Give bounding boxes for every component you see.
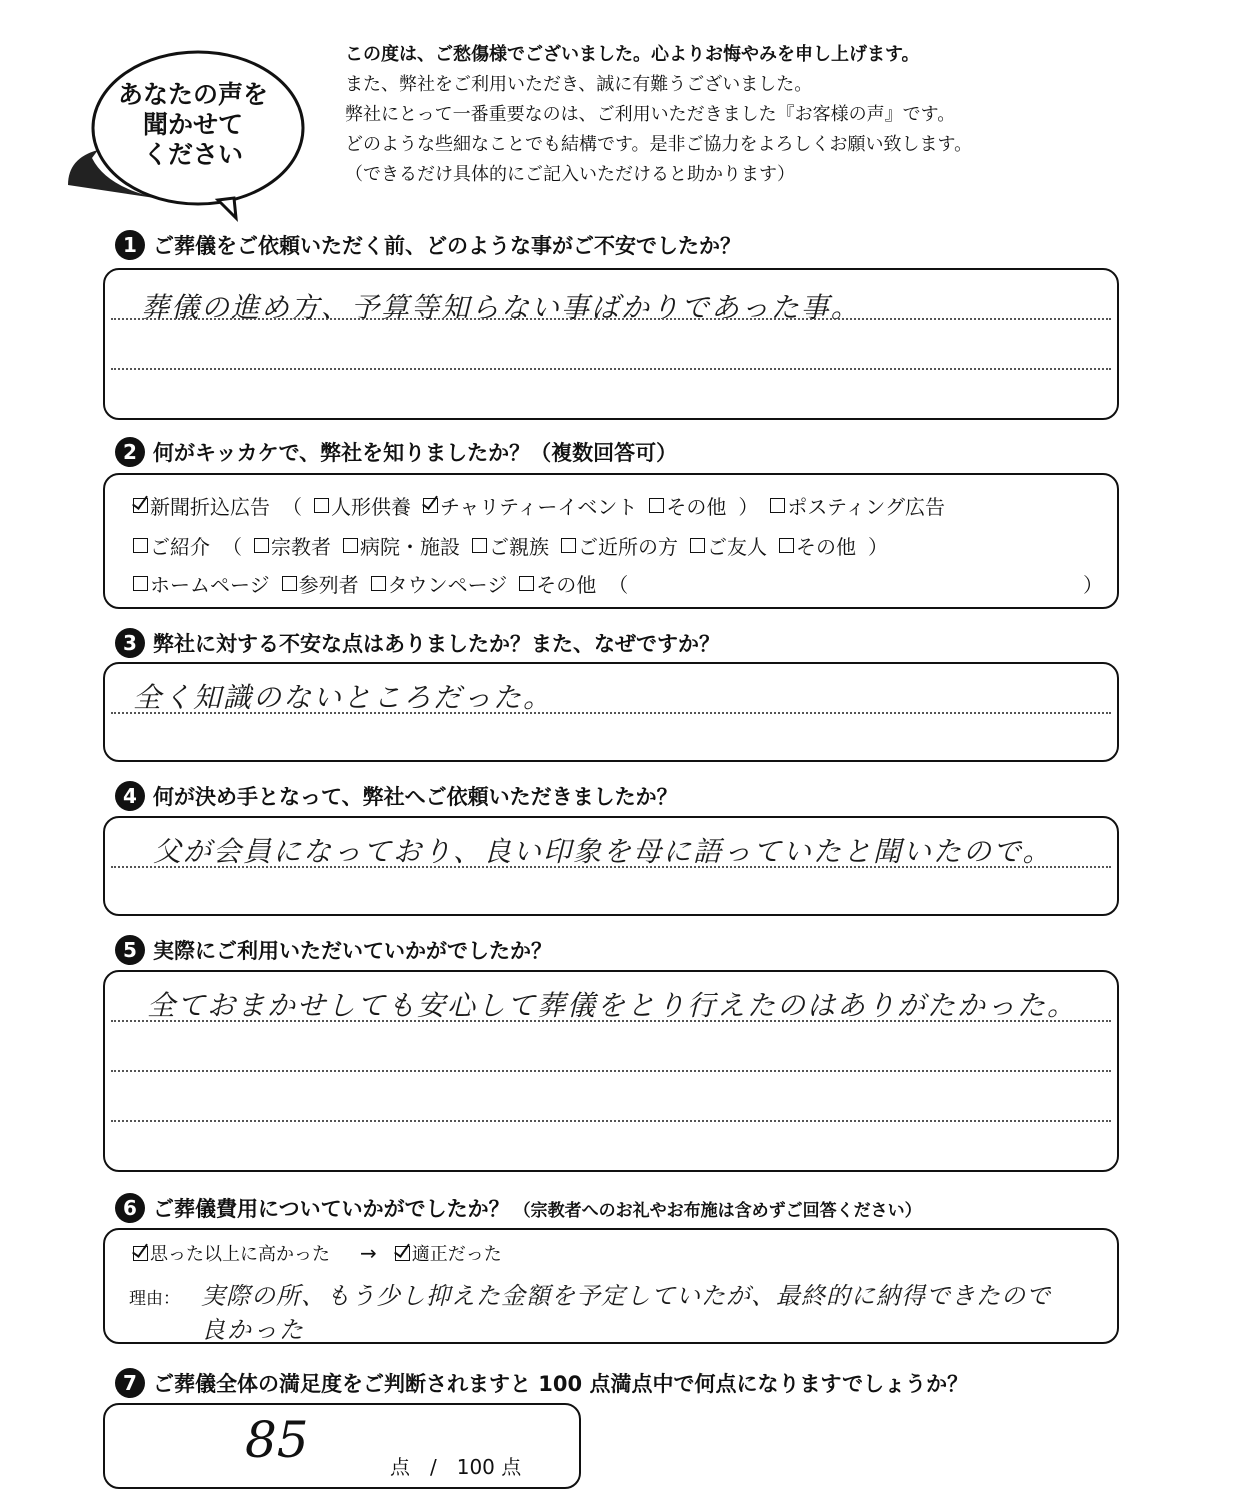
checkbox-icon[interactable] (314, 498, 329, 513)
cost-option-fair[interactable] (395, 1240, 502, 1266)
option-label: その他 (666, 495, 727, 519)
option-checkbox-item[interactable] (343, 531, 460, 560)
reason-text-line-2: 良かった (201, 1316, 305, 1344)
answer-4-text: 父が会員になっており、良い印象を母に語っていたと聞いたので。 (153, 835, 1053, 868)
question-6 (115, 1193, 922, 1223)
bubble-line-1: あなたの声を (117, 80, 268, 109)
question-number-6: 6 (115, 1193, 145, 1223)
option-label: その他 (796, 535, 856, 559)
checkbox-icon[interactable] (519, 576, 534, 591)
checkbox-icon[interactable] (770, 498, 785, 513)
options-row-3 (133, 569, 1093, 598)
question-7 (115, 1368, 968, 1398)
question-6-note: （宗教者へのお礼やお布施は含めずご回答ください） (513, 1200, 922, 1221)
option-checkbox-item[interactable] (519, 569, 596, 598)
checkbox-icon[interactable] (133, 576, 148, 591)
question-4-text: 何が決め手となって、弊社へご依頼いただきましたか？ (153, 785, 678, 809)
option-checkbox-item[interactable] (314, 491, 411, 520)
question-2 (115, 437, 677, 467)
checkbox-icon[interactable] (779, 538, 794, 553)
question-3-text: 弊社に対する不安な点はありましたか？また、なぜですか？ (153, 632, 720, 656)
ruled-line (111, 712, 1111, 714)
checkbox-icon[interactable] (395, 1246, 410, 1261)
checkbox-icon[interactable] (133, 538, 148, 553)
checkbox-icon[interactable] (423, 498, 438, 513)
answer-box-4[interactable] (103, 816, 1119, 916)
arrow-right-icon: → (360, 1241, 377, 1265)
question-4 (115, 781, 678, 811)
answer-box-1[interactable] (103, 268, 1119, 420)
question-number-4: 4 (115, 781, 145, 811)
reason-label: 理由： (129, 1289, 180, 1309)
question-3 (115, 628, 720, 658)
checkbox-icon[interactable] (254, 538, 269, 553)
question-1 (115, 230, 741, 260)
parenthesis: （ (282, 495, 302, 519)
ruled-line (111, 1120, 1111, 1122)
cost-options (133, 1240, 514, 1266)
option-label: ご近所の方 (578, 535, 678, 559)
option-checkbox-item[interactable] (254, 531, 331, 560)
option-checkbox-item[interactable] (779, 531, 856, 560)
parenthesis: （ (222, 535, 242, 559)
question-number-5: 5 (115, 935, 145, 965)
question-1-text: ご葬儀をご依頼いただく前、どのような事がご不安でしたか？ (153, 234, 741, 258)
ruled-line (111, 1070, 1111, 1072)
answer-1-text: 葬儀の進め方、予算等知らない事ばかりであった事。 (141, 291, 861, 324)
option-checkbox-item[interactable] (371, 569, 508, 598)
intro-line-5: （できるだけ具体的にご記入いただけると助かります） (345, 164, 795, 185)
parenthesis: （ (608, 573, 629, 597)
intro-line-4: どのような些細なことでも結構です。是非ご協力をよろしくお願い致します。 (345, 134, 973, 155)
option-label: 人形供養 (331, 495, 411, 519)
option-checkbox-item[interactable] (133, 569, 270, 598)
score-box[interactable] (103, 1403, 581, 1489)
reason-text-line-1: 実際の所、もう少し抑えた金額を予定していたが、最終的に納得できたので (201, 1282, 1051, 1310)
option-label: タウンページ (387, 573, 508, 597)
option-checkbox-item[interactable] (690, 531, 767, 560)
question-7-text: ご葬儀全体の満足度をご判断されますと 100 点満点中で何点になりますでしょうか？ (153, 1372, 969, 1396)
intro-line-2: また、弊社をご利用いただき、誠に有難うございました。 (345, 74, 813, 95)
option-checkbox-item[interactable] (282, 569, 359, 598)
option-label: その他 (536, 573, 597, 597)
parenthesis: ） (868, 535, 888, 559)
option-checkbox-item[interactable] (649, 491, 726, 520)
options-row-3-close: ） (1083, 573, 1103, 597)
checkbox-icon[interactable] (690, 538, 705, 553)
ruled-line (111, 866, 1111, 868)
answer-box-5[interactable] (103, 970, 1119, 1172)
option-checkbox-item[interactable] (133, 491, 270, 520)
intro-text (345, 40, 1225, 190)
question-number-3: 3 (115, 628, 145, 658)
checkbox-icon[interactable] (561, 538, 576, 553)
speech-bubble (58, 40, 308, 230)
score-value: 85 (245, 1411, 309, 1469)
answer-5-text: 全ておまかせしても安心して葬儀をとり行えたのはありがたかった。 (147, 989, 1078, 1022)
bubble-line-2: 聞かせて (142, 110, 243, 139)
option-label: 参列者 (298, 573, 359, 597)
option-label: チャリティーイベント (440, 495, 638, 519)
intro-line-3: 弊社にとって一番重要なのは、ご利用いただきました『お客様の声』です。 (345, 104, 956, 125)
answer-box-3[interactable] (103, 662, 1119, 762)
option-checkbox-item[interactable] (770, 491, 945, 520)
options-row-1 (133, 491, 957, 520)
bubble-line-3: ください (142, 140, 243, 169)
option-label: ご親族 (489, 535, 549, 559)
option-label: ご友人 (707, 535, 767, 559)
checkbox-icon[interactable] (133, 498, 148, 513)
question-number-1: 1 (115, 230, 145, 260)
answer-3-text: 全く知識のないところだった。 (133, 681, 554, 714)
option-label: 病院・施設 (360, 535, 460, 559)
checkbox-icon[interactable] (649, 498, 664, 513)
question-5 (115, 935, 552, 965)
question-2-text: 何がキッカケで、弊社を知りましたか？（複数回答可） (153, 441, 678, 465)
ruled-line (111, 318, 1111, 320)
option-label: 宗教者 (271, 535, 331, 559)
cost-option-expensive[interactable] (133, 1240, 330, 1266)
option-label: ポスティング広告 (787, 495, 946, 519)
options-box-2 (103, 473, 1119, 609)
answer-box-6[interactable] (103, 1228, 1119, 1344)
option-checkbox-item[interactable] (561, 531, 678, 560)
option-label: ホームページ (150, 573, 270, 597)
intro-line-1: この度は、ご愁傷様でございました。心よりお悔やみを申し上げます。 (345, 44, 920, 65)
checkbox-icon[interactable] (371, 576, 386, 591)
cost-option-expensive-label: 思った以上に高かった (150, 1244, 330, 1265)
parenthesis: ） (738, 495, 759, 519)
option-checkbox-item[interactable] (472, 531, 549, 560)
question-number-2: 2 (115, 437, 145, 467)
checkbox-icon[interactable] (343, 538, 358, 553)
option-checkbox-item[interactable] (423, 491, 637, 520)
question-number-7: 7 (115, 1368, 145, 1398)
option-checkbox-item[interactable] (133, 531, 210, 560)
checkbox-icon[interactable] (472, 538, 487, 553)
question-6-text: ご葬儀費用についていかがでしたか？ (153, 1197, 510, 1221)
checkbox-icon[interactable] (133, 1246, 148, 1261)
options-row-2 (133, 531, 900, 560)
score-unit: 点 / 100 点 (390, 1455, 522, 1479)
ruled-line (111, 1020, 1111, 1022)
checkbox-icon[interactable] (282, 576, 297, 591)
option-label: 新聞折込広告 (150, 495, 270, 519)
cost-option-fair-label: 適正だった (411, 1244, 502, 1265)
option-label: ご紹介 (150, 535, 210, 559)
question-5-text: 実際にご利用いただいていかがでしたか？ (153, 939, 552, 963)
ruled-line (111, 368, 1111, 370)
